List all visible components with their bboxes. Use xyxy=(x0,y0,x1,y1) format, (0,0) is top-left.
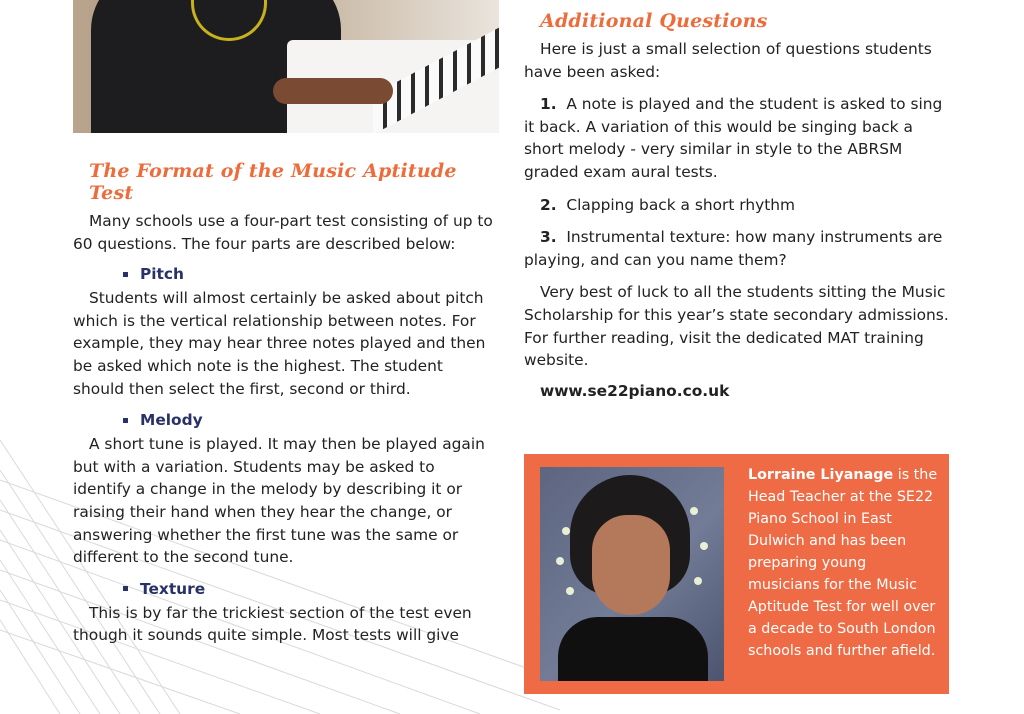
question-text: Clapping back a short rhythm xyxy=(566,195,795,214)
format-heading: The Format of the Music Aptitude Test xyxy=(89,160,457,204)
questions-intro: Here is just a small selection of questions students have been asked: xyxy=(524,40,932,81)
hand-shape xyxy=(273,78,393,104)
author-description: is the Head Teacher at the SE22 Piano School in East Dulwich and has been preparing young musicians for the Music Aptitude Test for well over a decade to South London schools and further afield. xyxy=(748,467,938,659)
question-number: 3. xyxy=(540,228,557,247)
question-number: 2. xyxy=(540,195,557,214)
author-bio-text xyxy=(748,464,938,662)
flower-decoration xyxy=(566,587,574,595)
piano-student-photo xyxy=(73,0,499,133)
pitch-text: Students will almost certainly be asked about pitch which is the vertical relationship between notes. For example, they may hear three notes played and then be asked which note is the highest. The student should then select the first, second or third. xyxy=(73,289,486,398)
melody-bullet xyxy=(73,407,497,433)
bullet-square-icon xyxy=(123,586,128,591)
additional-questions-heading: Additional Questions xyxy=(540,10,768,32)
melody-title: Melody xyxy=(140,411,203,430)
pitch-title: Pitch xyxy=(140,265,184,284)
body-shape xyxy=(558,617,708,681)
pitch-bullet xyxy=(73,261,497,287)
author-bio-box xyxy=(524,454,949,694)
texture-bullet xyxy=(73,576,497,602)
format-intro: Many schools use a four-part test consisting of up to 60 questions. The four parts are described below: xyxy=(73,212,493,253)
bullet-square-icon xyxy=(123,418,128,423)
question-text: Instrumental texture: how many instruments are playing, and can you name them? xyxy=(524,228,943,269)
question-text: A note is played and the student is asked to sing it back. A variation of this would be singing back a short melody - very similar in style to the ABRSM graded exam aural tests. xyxy=(524,95,943,181)
left-column xyxy=(73,160,497,647)
website-link[interactable]: www.se22piano.co.uk xyxy=(540,381,730,400)
texture-title: Texture xyxy=(140,579,206,598)
question-number: 1. xyxy=(540,95,557,114)
question-3 xyxy=(524,226,949,271)
flower-decoration xyxy=(690,507,698,515)
author-photo xyxy=(540,467,724,681)
author-name: Lorraine Liyanage xyxy=(748,467,894,483)
question-2 xyxy=(524,194,949,217)
question-1 xyxy=(524,93,949,183)
melody-text: A short tune is played. It may then be played again but with a variation. Students may be asked to identify a change in the melody by describing it or raising their hand when they hear the change, or answering whether the first tune was the same or different to the second tune. xyxy=(73,435,485,567)
closing-text: Very best of luck to all the students sitting the Music Scholarship for this year’s state secondary admissions. For further reading, visit the dedicated MAT training website. xyxy=(524,283,949,370)
right-column xyxy=(524,10,949,400)
face-shape xyxy=(592,515,670,615)
texture-text: This is by far the trickiest section of the test even though it sounds quite simple. Most tests will give xyxy=(73,603,472,645)
flower-decoration xyxy=(700,542,708,550)
flower-decoration xyxy=(556,557,564,565)
flower-decoration xyxy=(694,577,702,585)
flower-decoration xyxy=(562,527,570,535)
bullet-square-icon xyxy=(123,272,128,277)
